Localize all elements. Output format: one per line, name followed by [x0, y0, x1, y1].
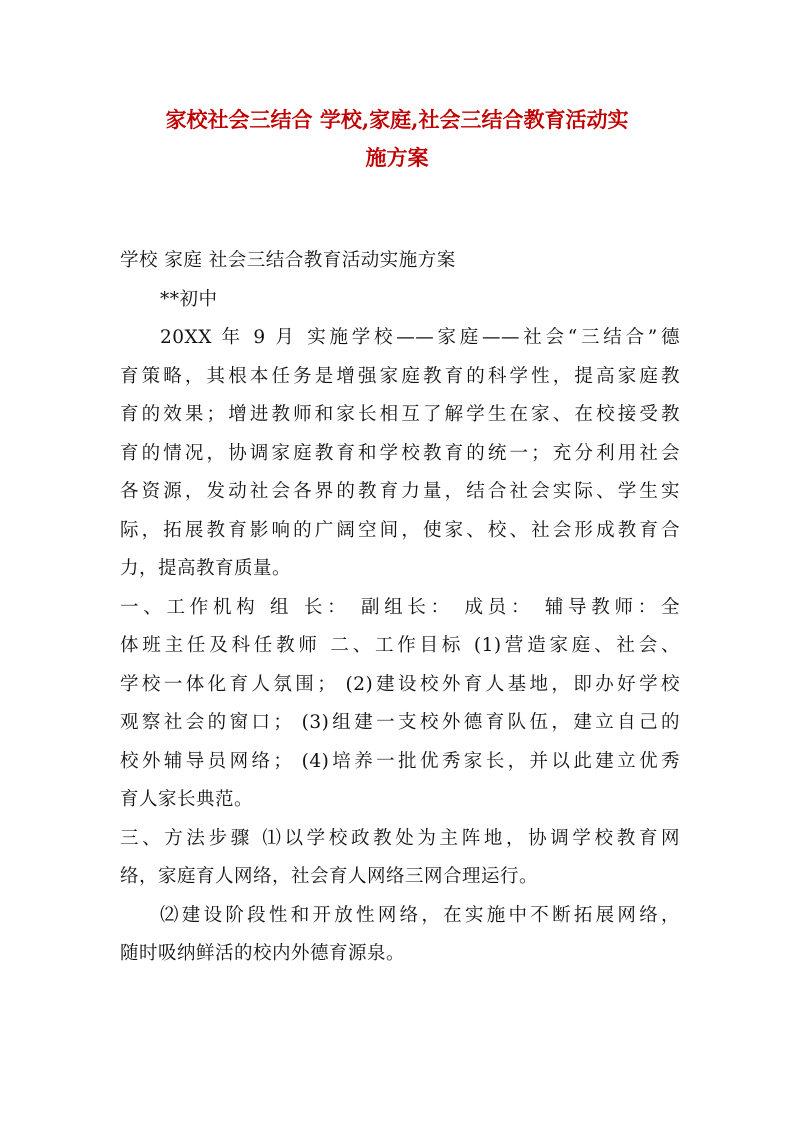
document-title-line-1: 家校社会三结合 学校,家庭,社会三结合教育活动实	[165, 107, 629, 132]
paragraph-line: 育人家长典范。	[120, 789, 254, 810]
paragraph-line: 育的效果；增进教师和家长相互了解学生在家、在校接受教	[120, 404, 680, 425]
paragraph-line: ⑵建设阶段性和开放性网络，在实施中不断拓展网络，	[160, 904, 680, 926]
paragraph-line: 一、工作机构 组 长： 副组长： 成员： 辅导教师：全	[120, 596, 680, 618]
paragraph-line: 育策略，其根本任务是增强家庭教育的科学性，提高家庭教	[120, 365, 680, 387]
paragraph-line: 观察社会的窗口； (3)组建一支校外德育队伍，建立自己的	[120, 712, 680, 733]
school-name: **初中	[160, 288, 218, 310]
paragraph-line: 学校一体化育人氛围； (2)建设校外育人基地，即办好学校	[120, 673, 680, 695]
paragraph-methods-step-2	[120, 897, 680, 974]
paragraph-line: 20XX 年 9 月 实施学校——家庭——社会“三结合”德	[160, 327, 680, 348]
paragraph-line: 育的情况，协调家庭教育和学校教育的统一；充分利用社会	[120, 442, 680, 464]
paragraph-line: 络，家庭育人网络，社会育人网络三网合理运行。	[120, 866, 539, 887]
document-body	[120, 242, 680, 974]
document-subtitle: 学校 家庭 社会三结合教育活动实施方案	[120, 250, 456, 271]
paragraph-line: 校外辅导员网络； (4)培养一批优秀家长，并以此建立优秀	[120, 750, 680, 772]
paragraph-methods	[120, 820, 680, 897]
document-title-line-2: 施方案	[365, 145, 429, 170]
paragraph-line: 际，拓展教育影响的广阔空间，使家、校、社会形成教育合	[120, 519, 680, 541]
paragraph-line: 力，提高教育质量。	[120, 558, 292, 579]
paragraph-line: 体班主任及科任教师 二、工作目标 (1)营造家庭、社会、	[120, 635, 680, 656]
paragraph-organization-goals	[120, 589, 680, 820]
paragraph-line: 随时吸纳鲜活的校内外德育源泉。	[120, 943, 406, 964]
paragraph-line: 各资源，发动社会各界的教育力量，结合社会实际、学生实	[120, 481, 680, 502]
paragraph-purpose	[120, 319, 680, 589]
paragraph-line: 三、方法步骤 ⑴以学校政教处为主阵地，协调学校教育网	[120, 827, 680, 849]
